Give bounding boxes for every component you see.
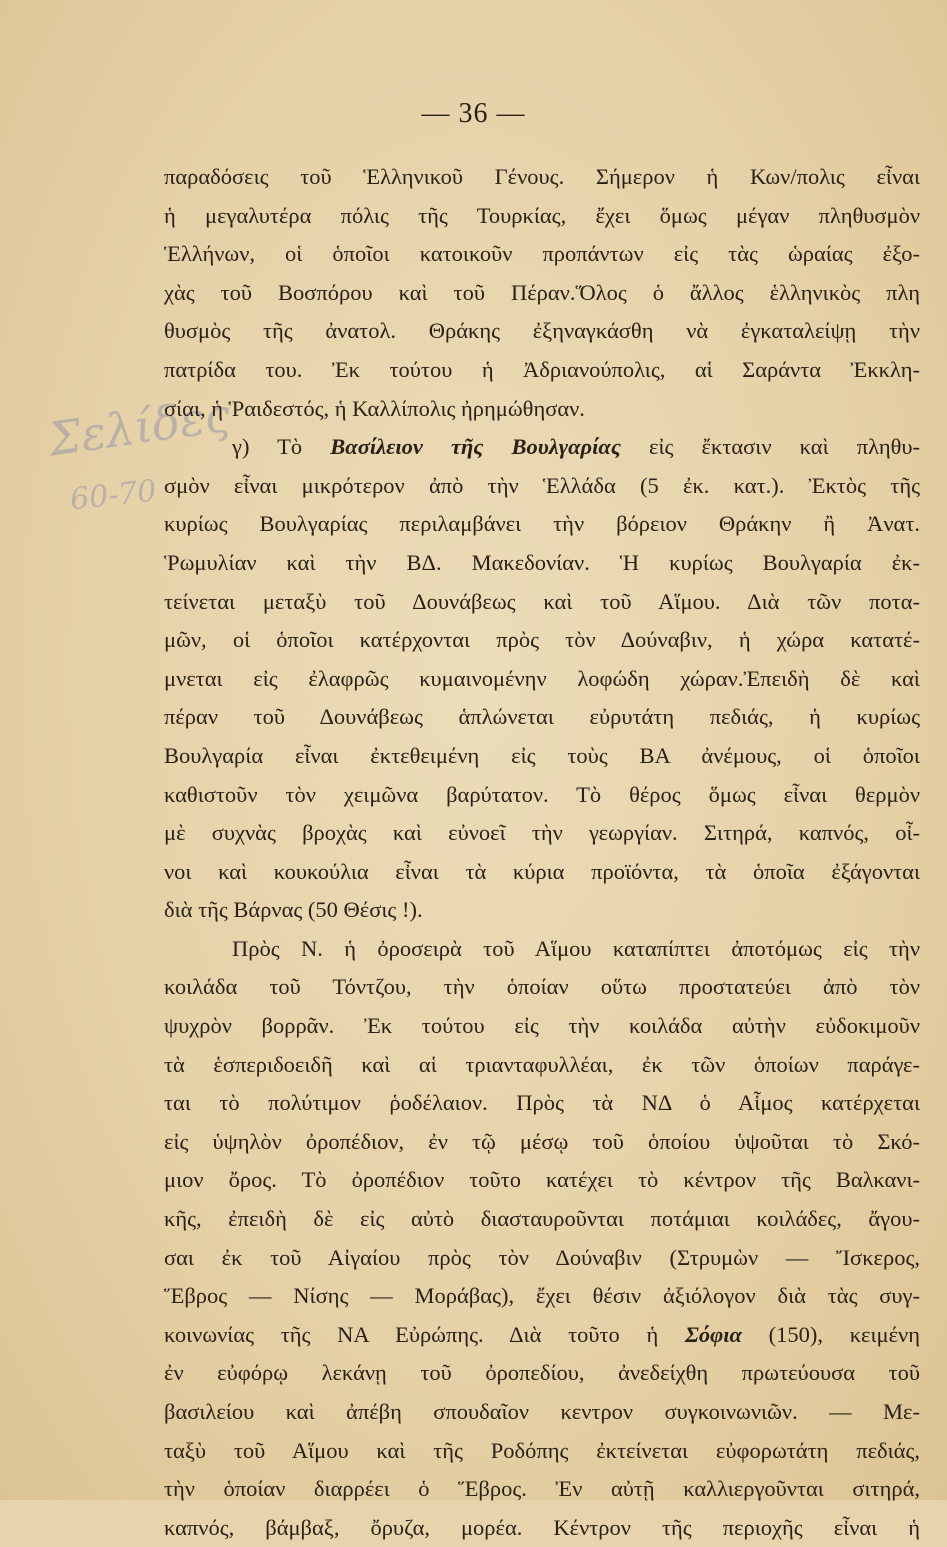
text-line: νοι καὶ κουκούλια εἶναι τὰ κύρια προϊόντα, τὰ ὁποῖα ἐξάγονται — [164, 858, 920, 884]
text-line: παραδόσεις τοῦ Ἑλληνικοῦ Γένους. Σήμερον ἡ Κων/πολις εἶναι — [164, 164, 920, 189]
text-line: τὴν ὁποίαν διαρρέει ὁ Ἕβρος. Ἐν αὐτῇ καλλιεργοῦνται σιτηρά, — [164, 1476, 920, 1502]
text-line: τὰ ἑσπεριδοειδῆ καὶ αἱ τριανταφυλλέαι, ἐκ τῶν ὁποίων παράγε- — [164, 1051, 920, 1077]
text-line: εἰς ὑψηλὸν ὀροπέδιον, ἐν τῷ μέσῳ τοῦ ὁποίου ὑψοῦται τὸ Σκό- — [164, 1128, 920, 1154]
paragraph-start-south: Πρὸς Ν. ἡ ὀροσειρὰ τοῦ Αἵμου καταπίπτει ἀποτόμως εἰς τὴν — [232, 935, 920, 961]
text-line: ταξὺ τοῦ Αἵμου καὶ τῆς Ροδόπης ἐκτείνεται εὐφορωτάτη πεδιάς, — [164, 1437, 920, 1463]
text-line: μνεται εἰς ἐλαφρῶς κυμαινομένην λοφώδη χώραν.Ἐπειδὴ δὲ καὶ — [164, 665, 920, 691]
place-name-sofia: Σόφια — [684, 1321, 742, 1347]
text-line-sofia — [164, 1316, 920, 1355]
text-line: Ῥωμυλίαν καὶ τὴν ΒΔ. Μακεδονίαν. Ἡ κυρίως Βουλγαρία ἐκ- — [164, 549, 920, 575]
text-fragment: γ) Τὸ — [232, 434, 331, 460]
text-line: τείνεται μεταξὺ τοῦ Δουνάβεως καὶ τοῦ Αἵμου. Διὰ τῶν ποτα- — [164, 588, 920, 614]
text-fragment: κοινωνίας τῆς ΝΑ Εὐρώπης. Διὰ τοῦτο ἡ — [164, 1321, 685, 1347]
text-line: ται τὸ πολύτιμον ῥοδέλαιον. Πρὸς τὰ ΝΔ ὁ Αἷμος κατέρχεται — [164, 1090, 920, 1116]
text-line: καθιστοῦν τὸν χειμῶνα βαρύτατον. Τὸ θέρος ὅμως εἶναι θερμὸν — [164, 781, 920, 807]
text-line: διὰ τῆς Βάρνας (50 Θέσις !). — [164, 897, 423, 923]
text-line: ἡ μεγαλυτέρα πόλις τῆς Τουρκίας, ἔχει ὅμως μέγαν πληθυσμὸν — [164, 202, 920, 228]
text-line: Ἑλλήνων, οἱ ὁποῖοι κατοικοῦν προπάντων εἰς τὰς ὡραίας ἐξο- — [164, 241, 920, 267]
paragraph-start-bulgaria — [164, 428, 920, 467]
body-text — [164, 158, 920, 1547]
text-line: θυσμὸς τῆς ἀνατολ. Θράκης ἐξηναγκάσθη νὰ ἐγκαταλείψῃ τὴν — [164, 318, 920, 344]
text-line: ψυχρὸν βορρᾶν. Ἐκ τούτου εἰς τὴν κοιλάδα αὐτὴν εὐδοκιμοῦν — [164, 1013, 920, 1039]
text-line: Βουλγαρία εἶναι ἐκτεθειμένη εἰς τοὺς ΒΑ ἀνέμους, οἱ ὁποῖοι — [164, 742, 920, 768]
text-line: πέραν τοῦ Δουνάβεως ἁπλώνεται εὐρυτάτη πεδιάς, ἡ κυρίως — [164, 704, 920, 730]
text-line: μῶν, οἱ ὁποῖοι κατέρχονται πρὸς τὸν Δούναβιν, ἡ χώρα κατατέ- — [164, 627, 920, 653]
text-line: καπνός, βάμβαξ, ὄρυζα, μορέα. Κέντρον τῆς περιοχῆς εἶναι ἡ — [164, 1514, 920, 1540]
text-fragment: εἰς ἔκτασιν καὶ πληθυ- — [620, 434, 920, 460]
heading-bulgaria: Βασίλειον τῆς Βουλγαρίας — [330, 434, 621, 460]
text-line: κοιλάδα τοῦ Τόντζου, τὴν ὁποίαν οὕτω προστατεύει ἀπὸ τὸν — [164, 974, 920, 1000]
text-line: μὲ συχνὰς βροχὰς καὶ εὐνοεῖ τὴν γεωργίαν. Σιτηρά, καπνός, οἶ- — [164, 820, 920, 846]
text-fragment: (150), κειμένη — [741, 1321, 920, 1347]
text-line: μιον ὄρος. Τὸ ὀροπέδιον τοῦτο κατέχει τὸ κέντρον τῆς Βαλκανι- — [164, 1167, 920, 1193]
text-line: σαι ἐκ τοῦ Αἰγαίου πρὸς τὸν Δούναβιν (Στρυμὼν — Ἴσκερος, — [164, 1244, 920, 1270]
text-line: σμὸν εἶναι μικρότερον ἀπὸ τὴν Ἑλλάδα (5 ἐκ. κατ.). Ἐκτὸς τῆς — [164, 472, 920, 498]
page-number: — 36 — — [421, 98, 526, 129]
text-line: σίαι, ἡ Ῥαιδεστός, ἡ Καλλίπολις ἠρημώθησαν. — [164, 395, 585, 421]
margin-handwriting-note: Σελίδες — [45, 387, 234, 467]
text-line: κυρίως Βουλγαρίας περιλαμβάνει τὴν βόρειον Θράκην ἢ Ἀνατ. — [164, 511, 920, 537]
text-line: Ἕβρος — Νίσης — Μοράβας), ἔχει θέσιν ἀξιόλογον διὰ τὰς συγ- — [164, 1283, 920, 1309]
text-line: χὰς τοῦ Βοσπόρου καὶ τοῦ Πέραν.Ὅλος ὁ ἄλλος ἑλληνικὸς πλη — [164, 279, 920, 305]
text-line: ἐν εὐφόρῳ λεκάνῃ τοῦ ὀροπεδίου, ἀνεδείχθη πρωτεύουσα τοῦ — [164, 1360, 920, 1386]
margin-handwriting-range: 60-70 — [68, 473, 159, 518]
text-line: κῆς, ἐπειδὴ δὲ εἰς αὐτὸ διασταυροῦνται ποτάμιαι κοιλάδες, ἄγου- — [164, 1206, 920, 1232]
text-line: πατρίδα του. Ἐκ τούτου ἡ Ἀδριανούπολις, αἱ Σαράντα Ἐκκλη- — [164, 356, 920, 382]
text-line: βασιλείου καὶ ἀπέβη σπουδαῖον κεντρον συγκοινωνιῶν. — Με- — [164, 1399, 920, 1424]
